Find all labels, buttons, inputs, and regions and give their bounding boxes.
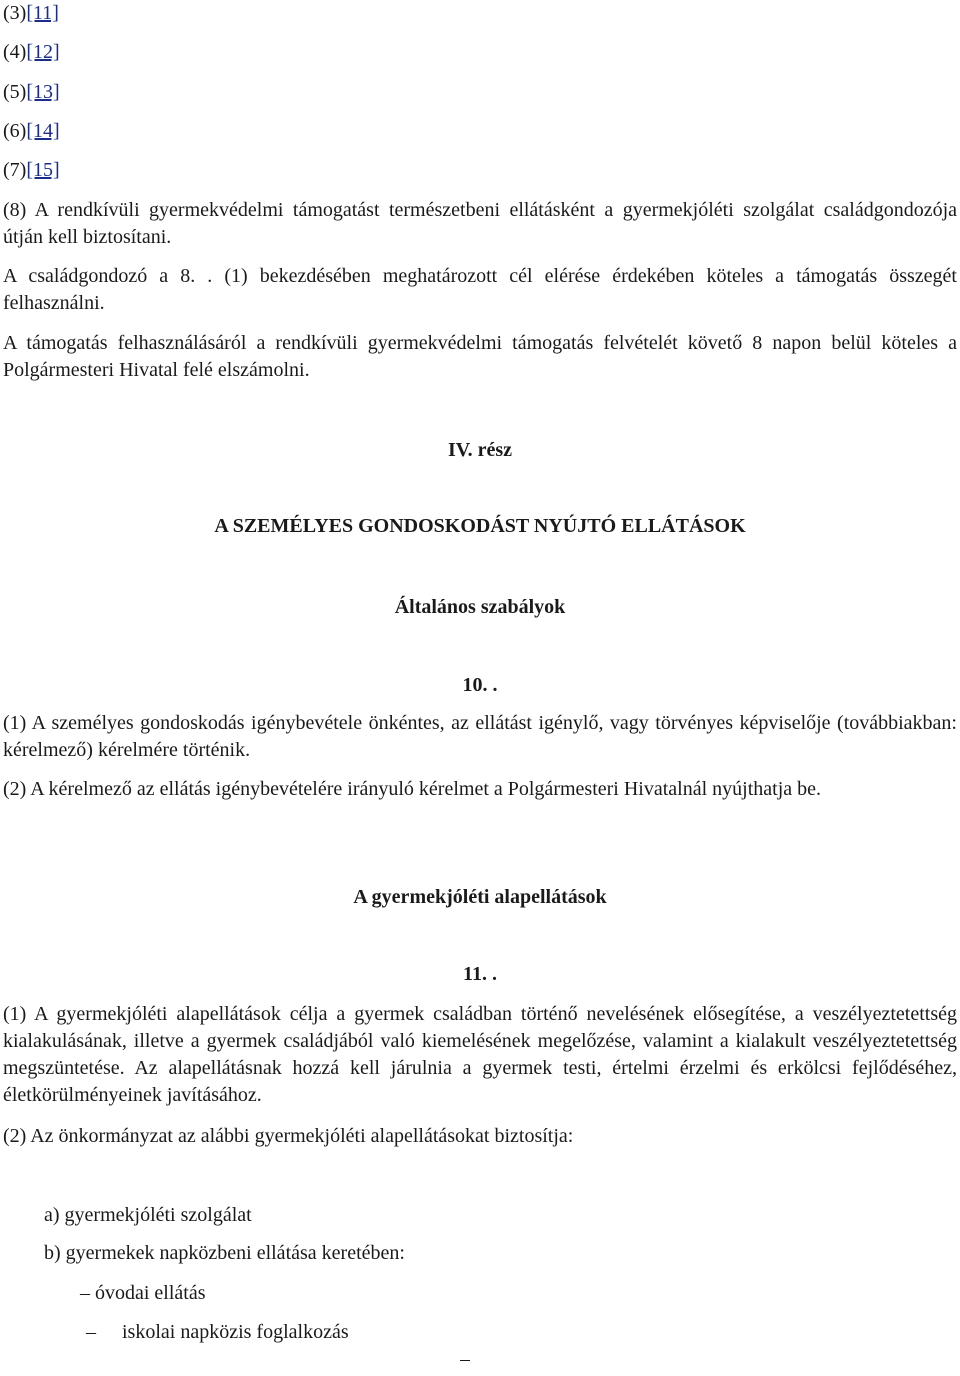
list-item-label: iskolai napközis foglalkozás xyxy=(122,1321,349,1343)
footnote-ref-3 xyxy=(3,0,59,27)
list-item-b1 xyxy=(80,1280,206,1307)
list-item-a: a) gyermekjóléti szolgálat xyxy=(44,1204,252,1226)
footnote-link-14[interactable]: [14] xyxy=(26,120,60,142)
paragraph-csaladgondozo: A családgondozó a 8. . (1) bekezdésében meghatározott cél elérése érdekében köteles a támogatás összegét felhasználni. xyxy=(3,265,957,314)
footnote-link-12[interactable]: [12] xyxy=(26,41,60,63)
part-title: IV. rész xyxy=(447,439,513,461)
footnote-ref-5 xyxy=(3,79,60,106)
paragraph-8: (8) A rendkívüli gyermekvédelmi támogatást természetbeni ellátásként a gyermekjóléti szolgálat családgondozója útján kell biztosítani. xyxy=(3,199,957,248)
list-item-b: b) gyermekek napközbeni ellátása keretében: xyxy=(44,1242,405,1264)
footnote-link-13[interactable]: [13] xyxy=(26,81,60,103)
list-item-label: óvodai ellátás xyxy=(95,1282,206,1304)
footnote-number: (4) xyxy=(3,41,27,63)
dash-marker: – xyxy=(80,1282,95,1304)
footnote-number: (6) xyxy=(3,120,27,142)
list-item-b2 xyxy=(86,1319,349,1346)
footnote-ref-7 xyxy=(3,157,60,184)
section-11-paragraph-2: (2) Az önkormányzat az alábbi gyermekjóléti alapellátásokat biztosítja: xyxy=(3,1125,574,1147)
footnote-ref-4 xyxy=(3,39,60,66)
footnote-link-11[interactable]: [11] xyxy=(26,2,59,24)
section-10-paragraph-2: (2) A kérelmező az ellátás igénybevételére irányuló kérelmet a Polgármesteri Hivatalnál nyújthatja be. xyxy=(3,778,821,800)
footnote-ref-6 xyxy=(3,118,60,145)
dash-marker-cutoff xyxy=(460,1360,470,1361)
part-subtitle: A SZEMÉLYES GONDOSKODÁST NYÚJTÓ ELLÁTÁSOK xyxy=(214,515,746,537)
footnote-link-15[interactable]: [15] xyxy=(26,159,60,181)
footnote-number: (7) xyxy=(3,159,27,181)
paragraph-elszamolas: A támogatás felhasználásáról a rendkívüli gyermekvédelmi támogatás felvételét követő 8 napon belül köteles a Polgármesteri Hivatal felé elszámolni. xyxy=(3,332,957,381)
section-11-paragraph-1: (1) A gyermekjóléti alapellátások célja a gyermek családban történő nevelésének elősegítése, a veszélyeztetettség kialakulásának, illetve a gyermek családjából való kiemelésének megelőzése, valamint a kialakult veszélyeztetettség megszüntetése. Az alapellátásnak hozzá kell járulnia a gyermek testi, értelmi érzelmi és erkölcsi fejlődéséhez, életkörülményeinek javításához. xyxy=(3,1003,957,1106)
basic-services-heading: A gyermekjóléti alapellátások xyxy=(353,886,607,908)
dash-marker: – xyxy=(86,1321,96,1343)
section-10-heading: 10. . xyxy=(462,674,498,696)
section-10-paragraph-1: (1) A személyes gondoskodás igénybevétele önkéntes, az ellátást igénylő, vagy törvényes képviselője (továbbiakban: kérelmező) kérelmére történik. xyxy=(3,712,957,761)
footnote-number: (5) xyxy=(3,81,27,103)
general-rules-heading: Általános szabályok xyxy=(394,596,566,618)
section-11-heading: 11. . xyxy=(463,963,497,985)
footnote-number: (3) xyxy=(3,2,27,24)
